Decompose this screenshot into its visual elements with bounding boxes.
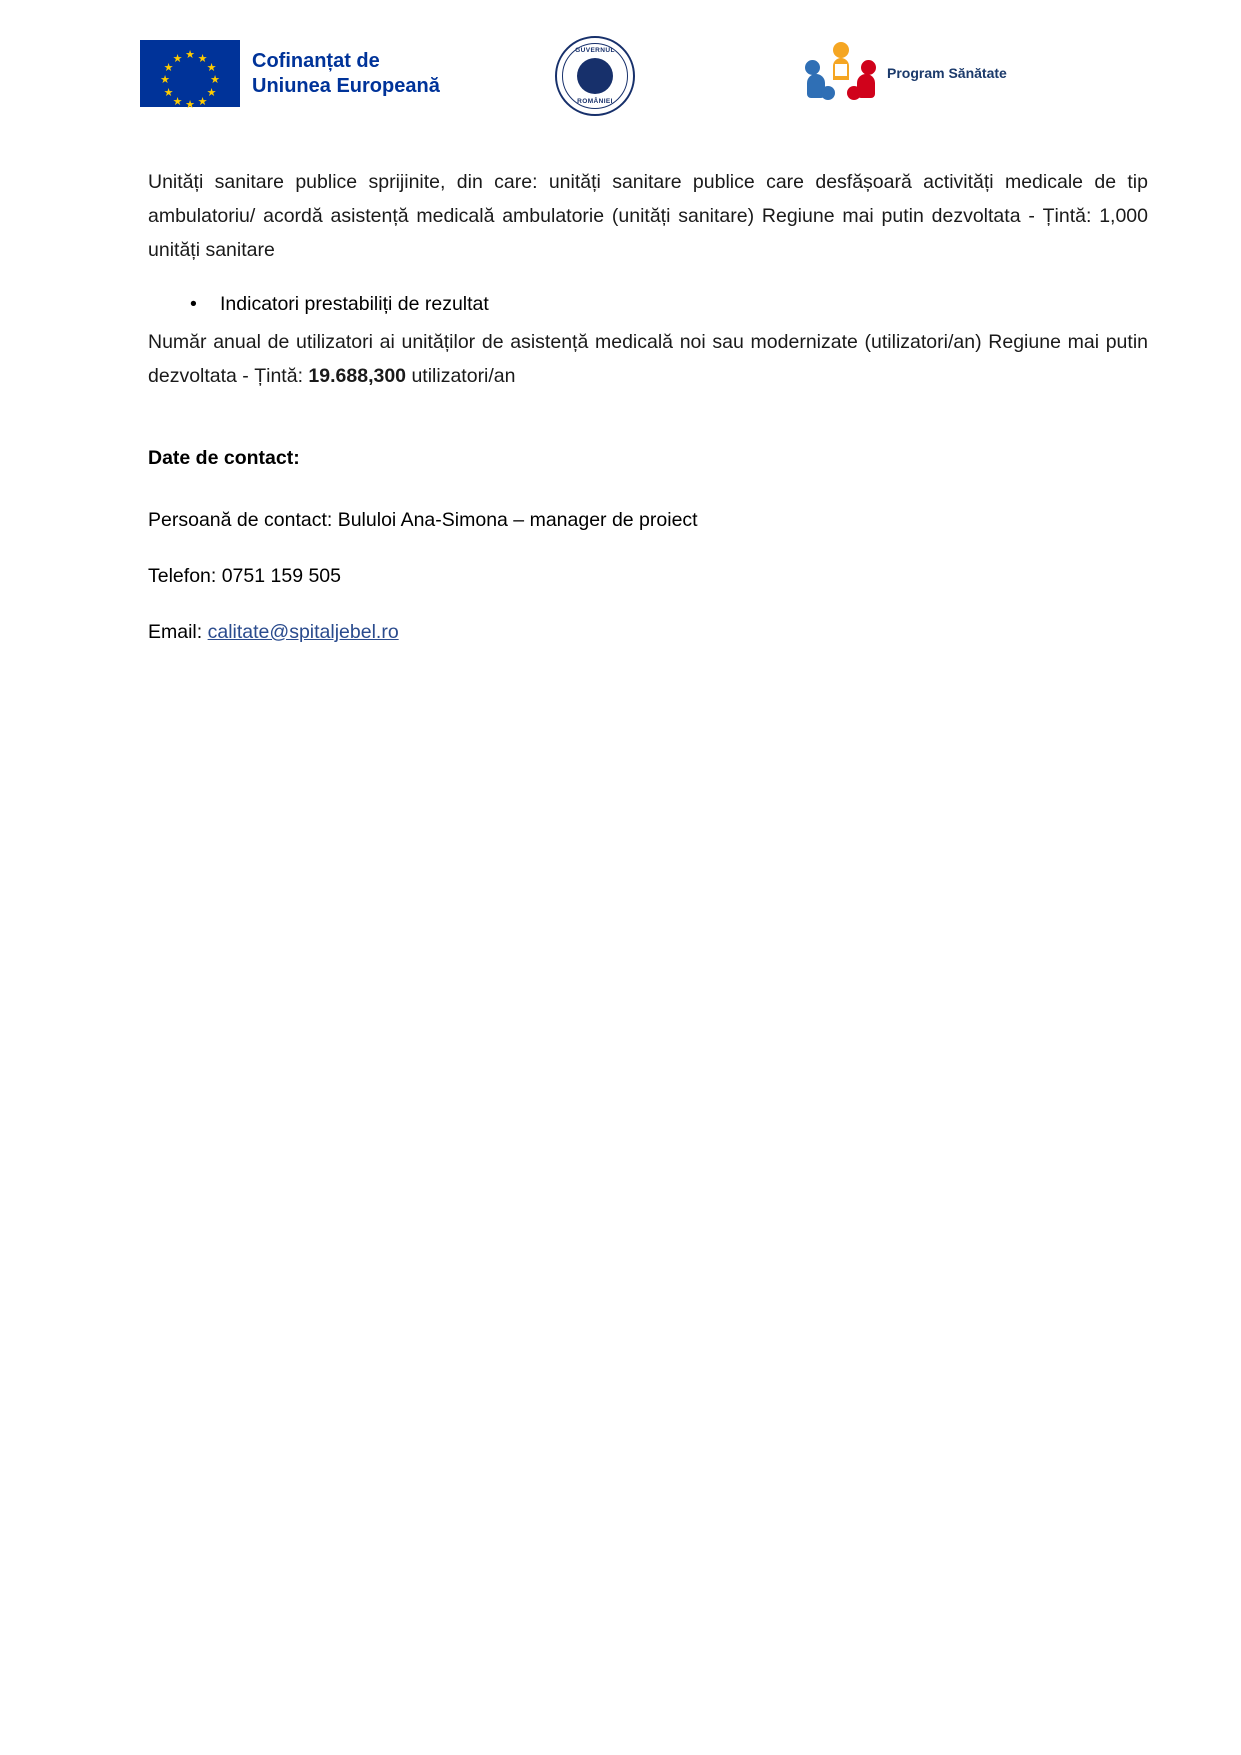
contact-phone: Telefon: 0751 159 505 (148, 565, 342, 587)
seal-text-top: GUVERNUL (575, 47, 615, 54)
seal-text-bottom: ROMÂNIEI (577, 98, 613, 105)
eu-logo-text (252, 49, 440, 99)
contact-person: Persoană de contact: Bululoi Ana-Simona – manager de proiect (148, 509, 698, 531)
program-sanatate-logo (805, 42, 1007, 104)
contact-email-label: Email: (148, 621, 208, 643)
romanian-government-seal-icon (555, 36, 635, 116)
bullet-marker: • (190, 293, 197, 315)
eu-logo-line2: Uniunea Europeană (252, 74, 440, 97)
program-sanatate-label: Program Sănătate (887, 65, 1007, 81)
eu-cofinancing-logo (140, 40, 440, 111)
logo-bar (140, 36, 1100, 116)
paragraph-indicators-output: Unități sanitare publice sprijinite, din care: unități sanitare publice care desfășoară activități medicale de tip ambulatoriu/ acordă asistență medicală ambulatorie (unități sanitare) Regiune mai putin dezvoltata - Țintă: 1,000 unități sanitare (148, 171, 1148, 261)
contact-email-link[interactable]: calitate@spitaljebel.ro (207, 621, 399, 643)
result-indicator-suffix: utilizatori/an (406, 365, 516, 387)
eu-flag-icon: ★ ★ ★ ★ ★ ★ ★ ★ ★ ★ ★ ★ (140, 40, 240, 107)
result-indicator-prefix: Număr anual de utilizatori ai unităților de asistență medicală noi sau modernizate (utilizatori/an) Regiune mai putin dezvoltata - Țintă: (148, 331, 1148, 387)
eu-logo-line1: Cofinanțat de (252, 49, 380, 72)
seal-core (577, 58, 613, 94)
list-item (148, 287, 1148, 321)
contact-email (148, 615, 1148, 649)
result-indicator-value: 19.688,300 (308, 365, 407, 387)
document-content (148, 165, 1148, 671)
contact-heading: Date de contact: (148, 447, 300, 469)
paragraph-result-indicator (148, 325, 1148, 393)
bullet-label: Indicatori prestabiliți de rezultat (220, 293, 489, 315)
spacer (148, 393, 1148, 441)
program-sanatate-logo-icon (805, 42, 877, 104)
